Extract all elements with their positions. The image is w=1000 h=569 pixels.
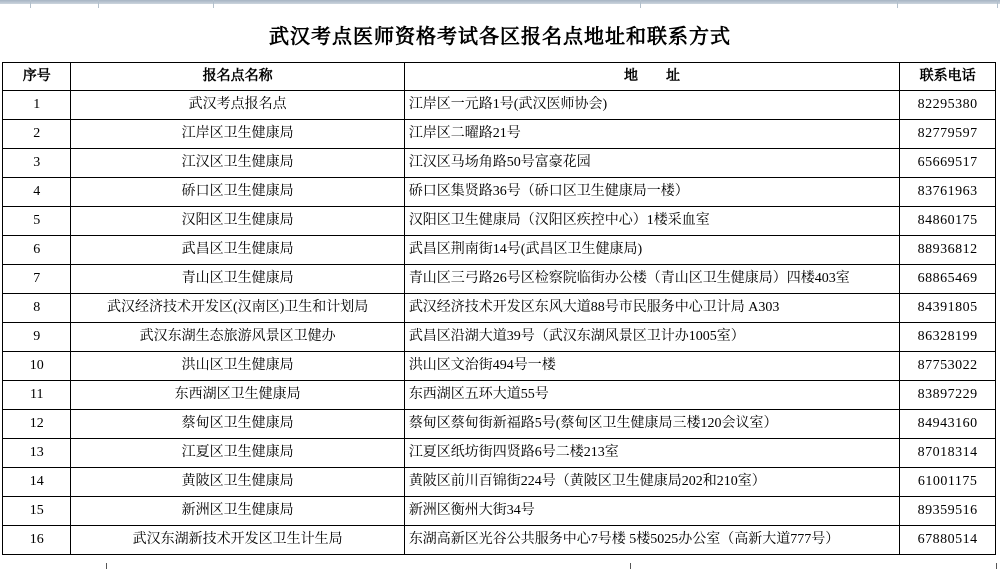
registration-point-name: 武汉经济技术开发区(汉南区)卫生和计划局	[71, 294, 404, 323]
registration-point-name: 青山区卫生健康局	[71, 265, 404, 294]
contact-phone: 65669517	[900, 149, 996, 178]
registration-point-address: 新洲区衡州大街34号	[404, 497, 899, 526]
row-number: 3	[3, 149, 71, 178]
registration-point-address: 武汉经济技术开发区东风大道88号市民服务中心卫计局 A303	[404, 294, 899, 323]
row-number: 7	[3, 265, 71, 294]
header-number: 序号	[3, 63, 71, 91]
contact-phone: 68865469	[900, 265, 996, 294]
registration-point-address: 江汉区马场角路50号富豪花园	[404, 149, 899, 178]
row-number: 8	[3, 294, 71, 323]
registration-point-name: 江夏区卫生健康局	[71, 439, 404, 468]
table-row	[3, 526, 996, 555]
spreadsheet-edge-tick	[213, 0, 214, 8]
row-number: 12	[3, 410, 71, 439]
contact-phone: 61001175	[900, 468, 996, 497]
contact-phone: 82295380	[900, 91, 996, 120]
header-name: 报名点名称	[71, 63, 404, 91]
contact-phone: 82779597	[900, 120, 996, 149]
spreadsheet-edge-tick	[997, 0, 998, 8]
row-number: 4	[3, 178, 71, 207]
registration-points-table	[2, 62, 996, 555]
spreadsheet-edge-tick	[897, 0, 898, 8]
registration-point-address: 汉阳区卫生健康局（汉阳区疾控中心）1楼采血室	[404, 207, 899, 236]
row-number: 2	[3, 120, 71, 149]
registration-point-name: 武汉东湖生态旅游风景区卫健办	[71, 323, 404, 352]
spreadsheet-edge-tick	[30, 0, 31, 8]
registration-point-name: 东西湖区卫生健康局	[71, 381, 404, 410]
row-number: 16	[3, 526, 71, 555]
registration-point-address: 江岸区二曜路21号	[404, 120, 899, 149]
table-row	[3, 323, 996, 352]
contact-phone: 89359516	[900, 497, 996, 526]
table-row	[3, 294, 996, 323]
table-row	[3, 178, 996, 207]
table-row	[3, 381, 996, 410]
table-row	[3, 352, 996, 381]
cutoff-border-fragment	[630, 563, 631, 569]
registration-point-name: 武昌区卫生健康局	[71, 236, 404, 265]
row-number: 11	[3, 381, 71, 410]
table-header-row	[3, 63, 996, 91]
registration-point-address: 黄陂区前川百锦街224号（黄陂区卫生健康局202和210室）	[404, 468, 899, 497]
row-number: 14	[3, 468, 71, 497]
contact-phone: 67880514	[900, 526, 996, 555]
table-row	[3, 410, 996, 439]
registration-point-address: 江岸区一元路1号(武汉医师协会)	[404, 91, 899, 120]
registration-point-name: 黄陂区卫生健康局	[71, 468, 404, 497]
registration-point-address: 硚口区集贤路36号（硚口区卫生健康局一楼）	[404, 178, 899, 207]
table-row	[3, 207, 996, 236]
row-number: 1	[3, 91, 71, 120]
contact-phone: 87753022	[900, 352, 996, 381]
registration-point-name: 汉阳区卫生健康局	[71, 207, 404, 236]
registration-point-address: 东湖高新区光谷公共服务中心7号楼 5楼5025办公室（高新大道777号）	[404, 526, 899, 555]
table-row	[3, 149, 996, 178]
contact-phone: 88936812	[900, 236, 996, 265]
cutoff-border-fragment	[106, 563, 107, 569]
row-number: 5	[3, 207, 71, 236]
cutoff-border-fragment	[996, 563, 997, 569]
registration-point-name: 武汉考点报名点	[71, 91, 404, 120]
contact-phone: 83897229	[900, 381, 996, 410]
table-row	[3, 236, 996, 265]
row-number: 6	[3, 236, 71, 265]
registration-point-name: 洪山区卫生健康局	[71, 352, 404, 381]
registration-point-name: 蔡甸区卫生健康局	[71, 410, 404, 439]
registration-point-name: 江岸区卫生健康局	[71, 120, 404, 149]
registration-point-address: 武昌区沿湖大道39号（武汉东湖风景区卫计办1005室）	[404, 323, 899, 352]
registration-point-address: 江夏区纸坊街四贤路6号二楼213室	[404, 439, 899, 468]
row-number: 9	[3, 323, 71, 352]
table-row	[3, 265, 996, 294]
header-address: 地 址	[404, 63, 899, 91]
row-number: 10	[3, 352, 71, 381]
spreadsheet-edge-strip	[0, 0, 1000, 4]
contact-phone: 84391805	[900, 294, 996, 323]
spreadsheet-edge-tick	[640, 0, 641, 8]
registration-point-name: 硚口区卫生健康局	[71, 178, 404, 207]
page-title: 武汉考点医师资格考试各区报名点地址和联系方式	[269, 26, 731, 48]
contact-phone: 87018314	[900, 439, 996, 468]
contact-phone: 83761963	[900, 178, 996, 207]
spreadsheet-edge-tick	[98, 0, 99, 8]
table-row	[3, 91, 996, 120]
table-row	[3, 468, 996, 497]
registration-point-address: 蔡甸区蔡甸街新福路5号(蔡甸区卫生健康局三楼120会议室）	[404, 410, 899, 439]
registration-point-name: 江汉区卫生健康局	[71, 149, 404, 178]
row-number: 15	[3, 497, 71, 526]
table-row	[3, 497, 996, 526]
registration-point-name: 武汉东湖新技术开发区卫生计生局	[71, 526, 404, 555]
registration-point-address: 武昌区荆南街14号(武昌区卫生健康局)	[404, 236, 899, 265]
table-row	[3, 439, 996, 468]
header-phone: 联系电话	[900, 63, 996, 91]
registration-point-address: 东西湖区五环大道55号	[404, 381, 899, 410]
registration-point-name: 新洲区卫生健康局	[71, 497, 404, 526]
registration-point-address: 青山区三弓路26号区检察院临街办公楼（青山区卫生健康局）四楼403室	[404, 265, 899, 294]
contact-phone: 84943160	[900, 410, 996, 439]
table-row	[3, 120, 996, 149]
registration-point-address: 洪山区文治街494号一楼	[404, 352, 899, 381]
contact-phone: 84860175	[900, 207, 996, 236]
row-number: 13	[3, 439, 71, 468]
contact-phone: 86328199	[900, 323, 996, 352]
